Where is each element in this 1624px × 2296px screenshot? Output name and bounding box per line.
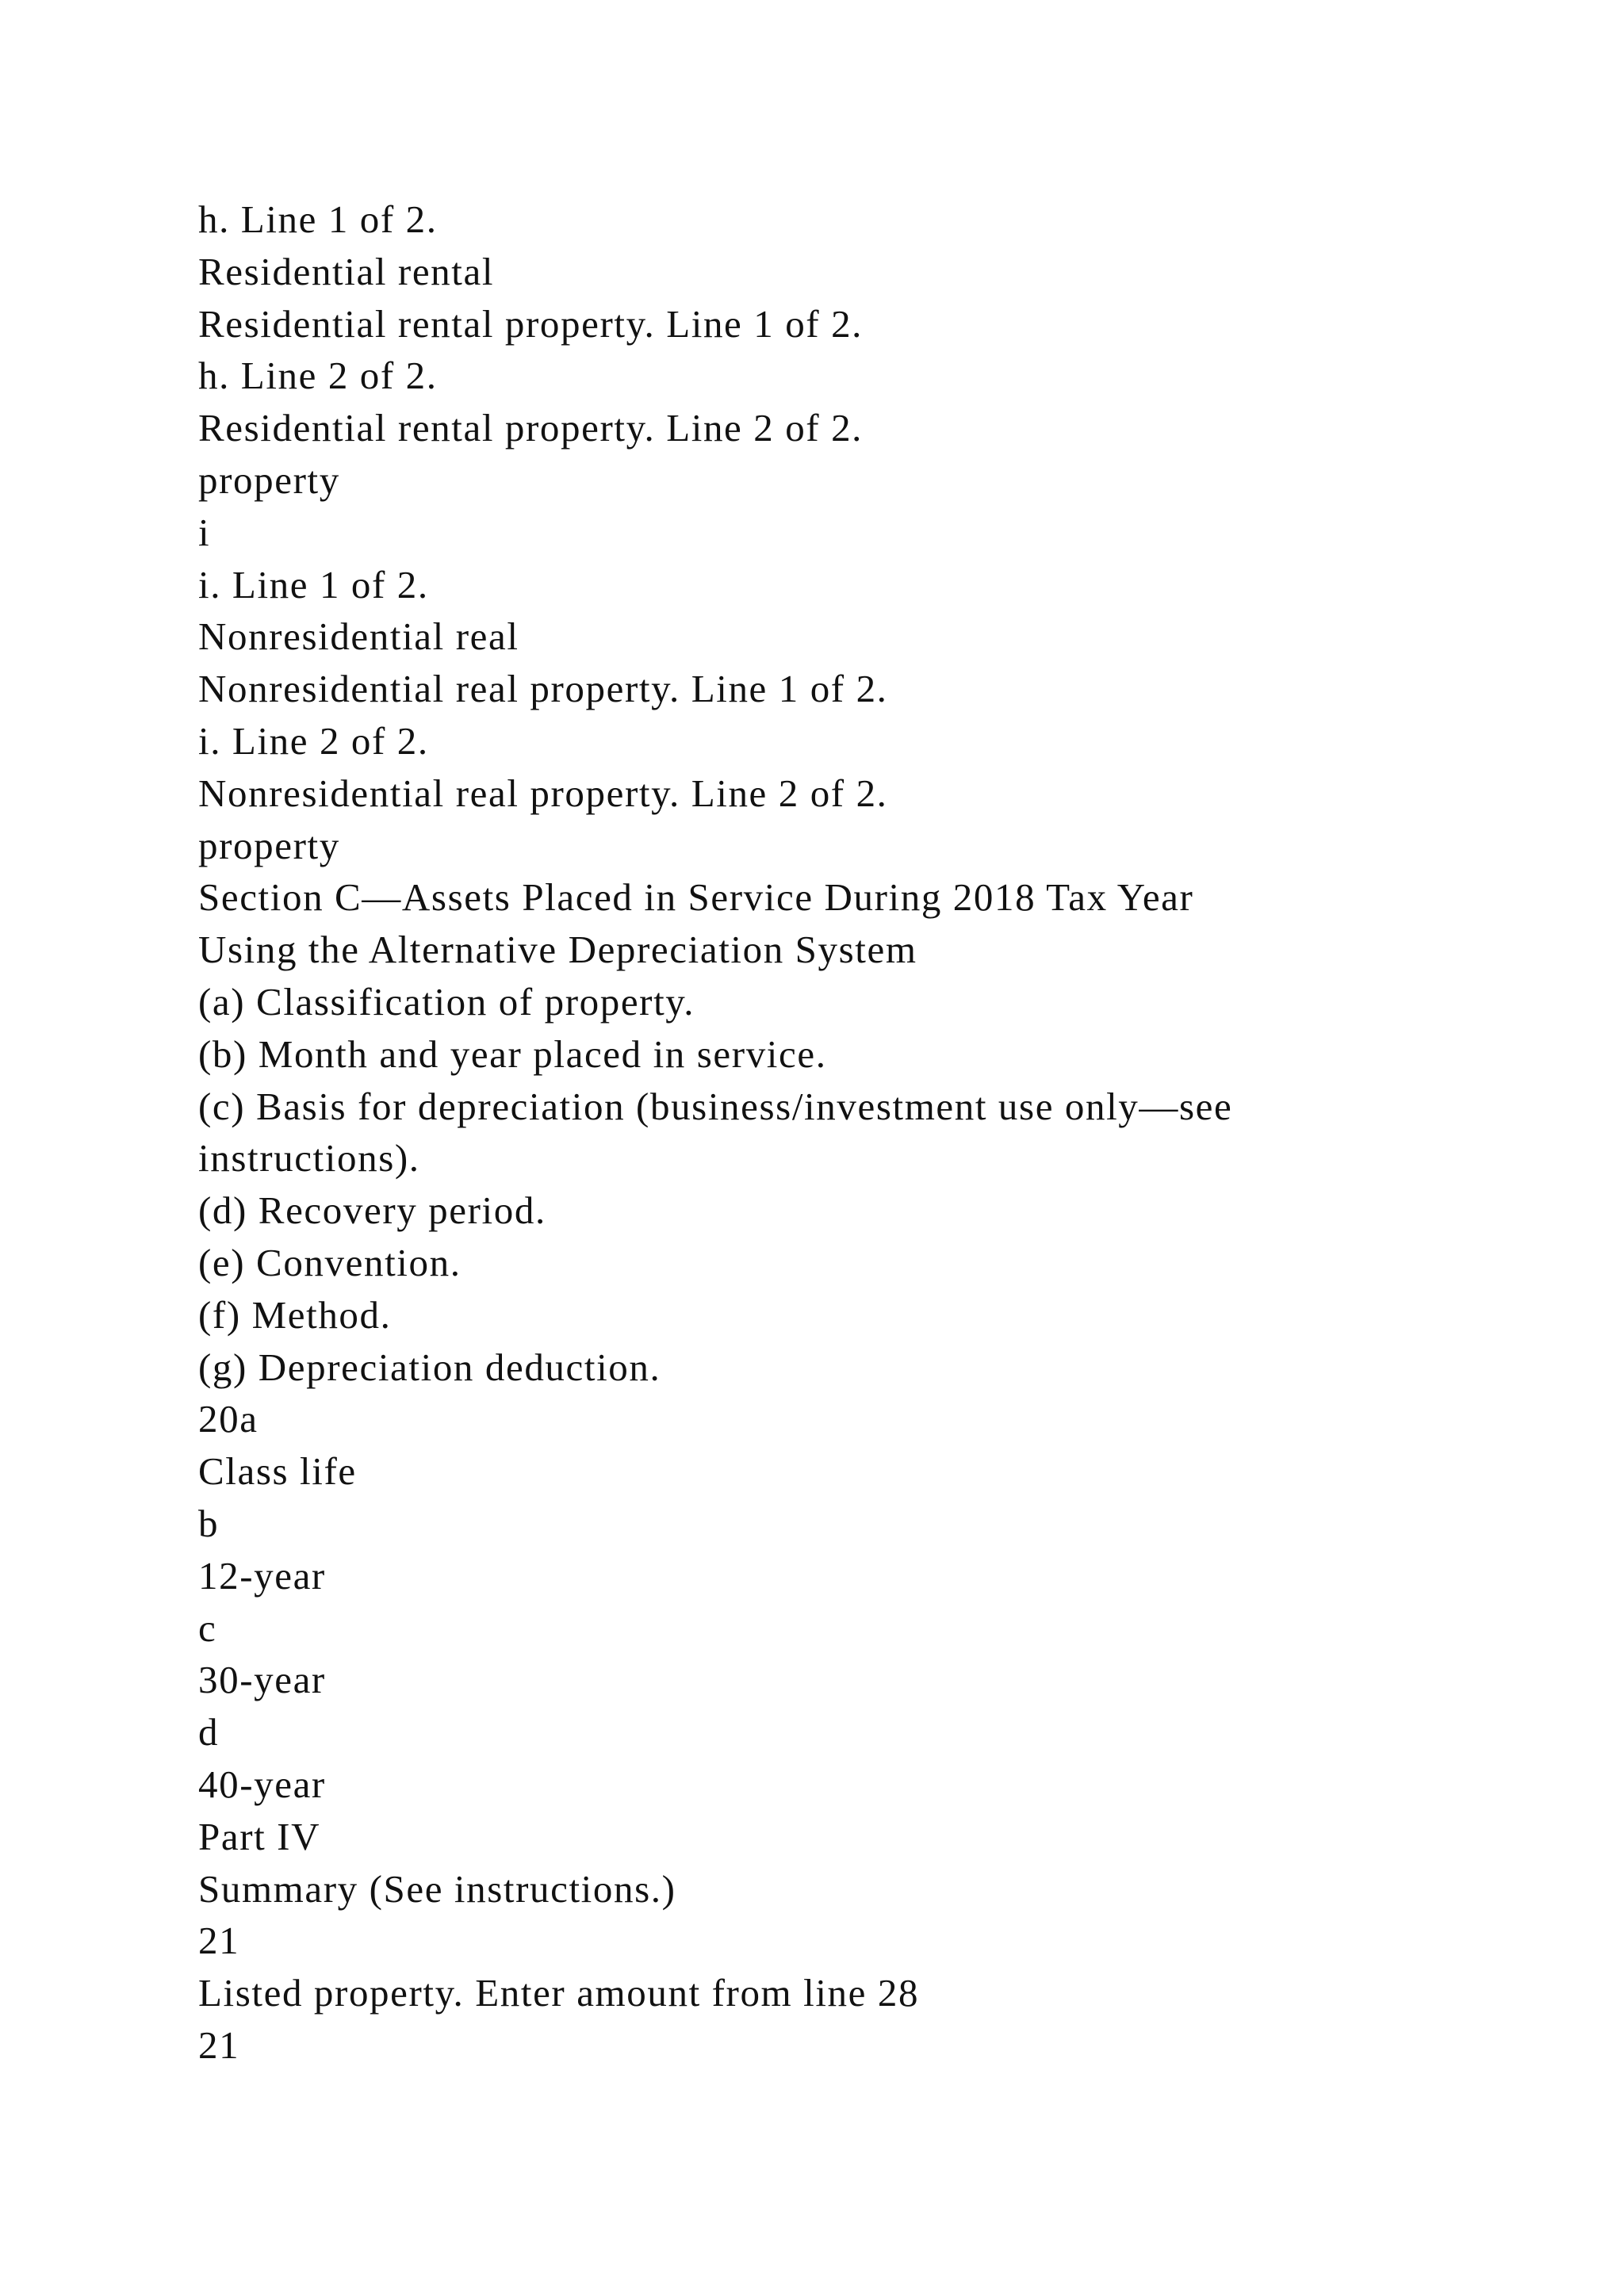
text-line: i. Line 1 of 2. — [198, 562, 429, 607]
text-line: h. Line 1 of 2. — [198, 197, 438, 241]
text-line: Nonresidential real — [198, 614, 519, 659]
line-number: 21 — [198, 1919, 240, 1963]
text-line: h. Line 2 of 2. — [198, 354, 438, 398]
column-label: (a) Classification of property. — [198, 979, 695, 1024]
document-text — [198, 193, 1546, 2072]
text-line: i — [198, 510, 211, 554]
text-line: 40-year — [198, 1762, 326, 1806]
section-heading: Section C—Assets Placed in Service During 2018 Tax Year — [198, 875, 1194, 920]
line-number: 20a — [198, 1397, 259, 1441]
line-number: d — [198, 1710, 220, 1755]
section-heading: Using the Alternative Depreciation System — [198, 928, 917, 972]
text-line: Residential rental property. Line 1 of 2. — [198, 301, 864, 346]
text-line: i. Line 2 of 2. — [198, 718, 429, 763]
text-line: 30-year — [198, 1658, 326, 1702]
part-heading: Summary (See instructions.) — [198, 1866, 676, 1911]
text-line: property — [198, 823, 340, 867]
column-label: (f) Method. — [198, 1292, 392, 1337]
column-label: (d) Recovery period. — [198, 1188, 546, 1233]
text-line: 12-year — [198, 1553, 326, 1598]
column-label: (c) Basis for depreciation (business/investment use only—see — [198, 1084, 1233, 1128]
text-line: Nonresidential real property. Line 2 of 2. — [198, 771, 888, 815]
text-line: Nonresidential real property. Line 1 of 2. — [198, 667, 888, 711]
line-number: b — [198, 1501, 220, 1545]
text-line: Class life — [198, 1449, 357, 1494]
line-number: c — [198, 1605, 217, 1650]
column-label: (g) Depreciation deduction. — [198, 1345, 661, 1389]
column-label: (e) Convention. — [198, 1240, 462, 1284]
text-line: property — [198, 457, 340, 502]
text-line: Residential rental — [198, 249, 495, 293]
text-line: Listed property. Enter amount from line 28 — [198, 1971, 920, 2015]
text-line: Residential rental property. Line 2 of 2. — [198, 406, 864, 450]
line-number: 21 — [198, 2022, 240, 2067]
column-label: (b) Month and year placed in service. — [198, 1031, 827, 1076]
column-label: instructions). — [198, 1136, 420, 1181]
part-heading: Part IV — [198, 1814, 321, 1858]
